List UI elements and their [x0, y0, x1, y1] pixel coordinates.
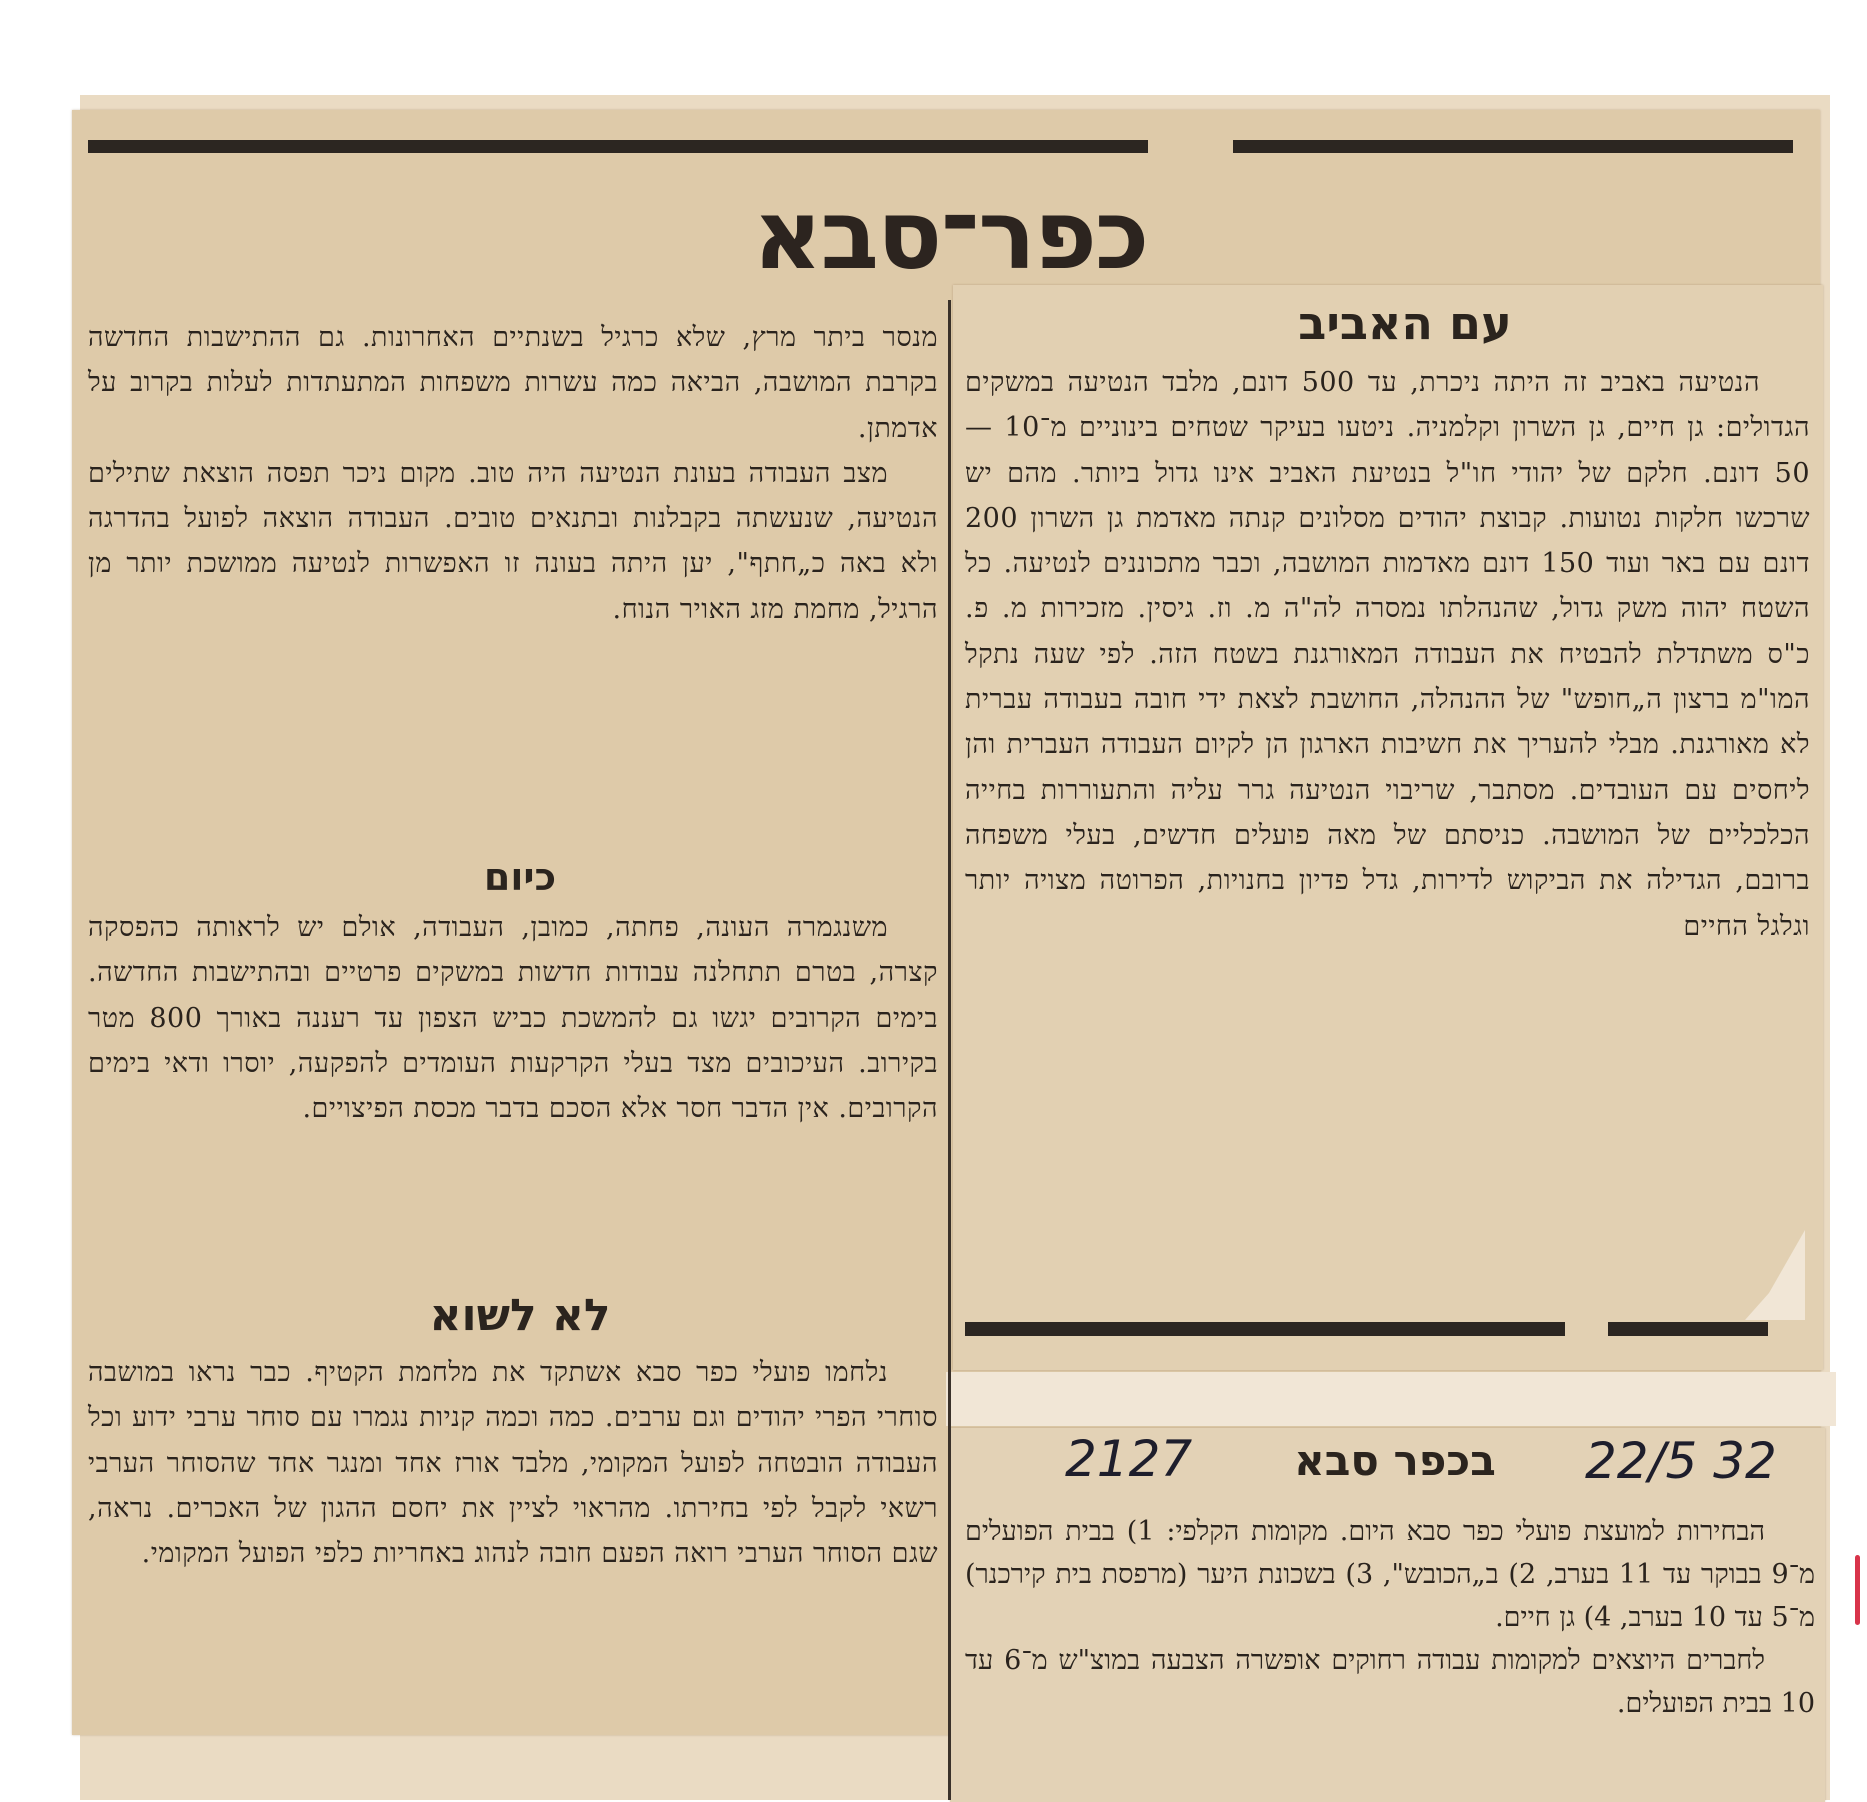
bottom-body [965, 1510, 1815, 1800]
left-paragraph: נלחמו פועלי כפר סבא אשתקד את מלחמת הקטיף. כבר נראו במושבה סוחרי הפרי יהודים וגם ערבים. כמה וכמה קניות נגמרו עם סוחר ערבי ידוע וכל העבודה הובטחה לפועל המקומי, מלבד אורז אחד ומנגר אחד שהסוחר הערבי רשאי לקבל לפי בחירתו. מהראוי לציין את יחסם ההגון של האכרים. נראה, שגם הסוחר הערבי רואה הפעם חובה לנהוג באחריות כלפי הפועל המקומי. [88, 1357, 938, 1570]
right-paragraph: הנטיעה באביב זה היתה ניכרת, עד 500 דונם, מלבד הנטיעה במשקים הגדולים: גן חיים, גן השרון וקלמניה. ניטעו בעיקר שטחים בינוניים מ־10 — 50 דונם. חלקם של יהודי חו"ל בנטיעת האביב אינו גדול ביותר. מהם יש שרכשו חלקות נטועות. קבוצת יהודים מסלונים קנתה מאדמת גן השרון 200 דונם עם באר ועוד 150 דונם מאדמות המושבה, וכבר מתכוננים לנטיעה. כל השטח יהוה משק גדול, שהנהלתו נמסרה לה"ה מ. וז. גיסין. מזכירות מ. פ. כ"ס משתדלת להבטיח את העבודה המאורגנת בשטח הזה. לפי שעה נתקל המו"מ ברצון ה„חופש" של ההנהלה, החושבת לצאת ידי חובה בעבודה עברית לא מאורגנת. מבלי להעריך את חשיבות הארגון הן לקיום העבודה העברית והן ליחסים עם העובדים. מסתבר, שריבוי הנטיעה גרר עליה והתעוררות בחייה הכלכליים של המושבה. כניסתם של מאה פועלים חדשים, בעלי משפחה ברובם, הגדילה את הביקוש לדירות, גדל פדיון בחנויות, הפרוטה מצויה יותר וגלגל החיים [965, 367, 1810, 942]
article-end-rule [965, 1322, 1565, 1336]
left-column-bottom [88, 1350, 938, 1780]
left-paragraph: מצב העבודה בעונת הנטיעה היה טוב. מקום ניכר תפסה הוצאת שתילים הנטיעה, שנעשתה בקבלנות ובתנאים טובים. העבודה הוצאה לפועל בהדרגה ולא באה כ„חתף", יען היתה בעונה זו האפשרות לנטיעה ממושכת יותר מן הרגיל, מחמת מזג האויר הנוח. [88, 457, 938, 625]
subtitle-today: כיום [483, 855, 557, 899]
left-column-top [88, 315, 938, 845]
red-pen-mark [1855, 1555, 1860, 1625]
headline: כפר־סבא [752, 179, 1148, 291]
handwritten-code: 2127 [1065, 1430, 1193, 1488]
clipping-gap [946, 1372, 1836, 1426]
left-paragraph: מנסר ביתר מרץ, שלא כרגיל בשנתיים האחרונות. גם ההתישבות החדשה בקרבת המושבה, הביאה כמה עשרות משפחות המתעתדות לעלות בקרוב על אדמתן. [88, 322, 938, 444]
bottom-title: בכפר סבא [1294, 1436, 1496, 1485]
bottom-paragraph: הבחירות למועצת פועלי כפר סבא היום. מקומות הקלפי: 1) בבית הפועלים מ־9 בבוקר עד 11 בערב, 2) ב„הכובש", 3) בשכונת היער (מרפסת בית קירכנר) מ־5 עד 10 בערב, 4) גן חיים. [965, 1516, 1815, 1633]
left-column-today [88, 905, 938, 1295]
column-divider [948, 300, 951, 1800]
bottom-header [955, 1430, 1820, 1500]
handwritten-date: 22/5 32 [1585, 1432, 1777, 1490]
right-column-title: עם האביב [1298, 296, 1512, 350]
left-paragraph: משנגמרה העונה, פחתה, כמובן, העבודה, אולם יש לראותה כהפסקה קצרה, בטרם תתחלנה עבודות חדשות במשקים פרטיים ובהתישבות החדשה. בימים הקרובים יגשו גם להמשכת כביש הצפון עד רעננה באורך 800 מטר בקירוב. העיכובים מצד בעלי הקרקעות העומדים להפקעה, יוסרו ודאי בימים הקרובים. אין הדבר חסר אלא הסכם בדבר מכסת הפיצויים. [88, 912, 938, 1125]
top-rule [88, 140, 1793, 153]
bottom-clipping [955, 1425, 1825, 1802]
bottom-paragraph: לחברים היוצאים למקומות עבודה רחוקים אופשרה הצבעה במוצ"ש מ־6 עד 10 בבית הפועלים. [965, 1645, 1815, 1719]
article-end-rule-short [1608, 1322, 1768, 1336]
subtitle-not-in-vain: לא לשוא [429, 1290, 611, 1341]
right-column-body [965, 360, 1810, 1320]
